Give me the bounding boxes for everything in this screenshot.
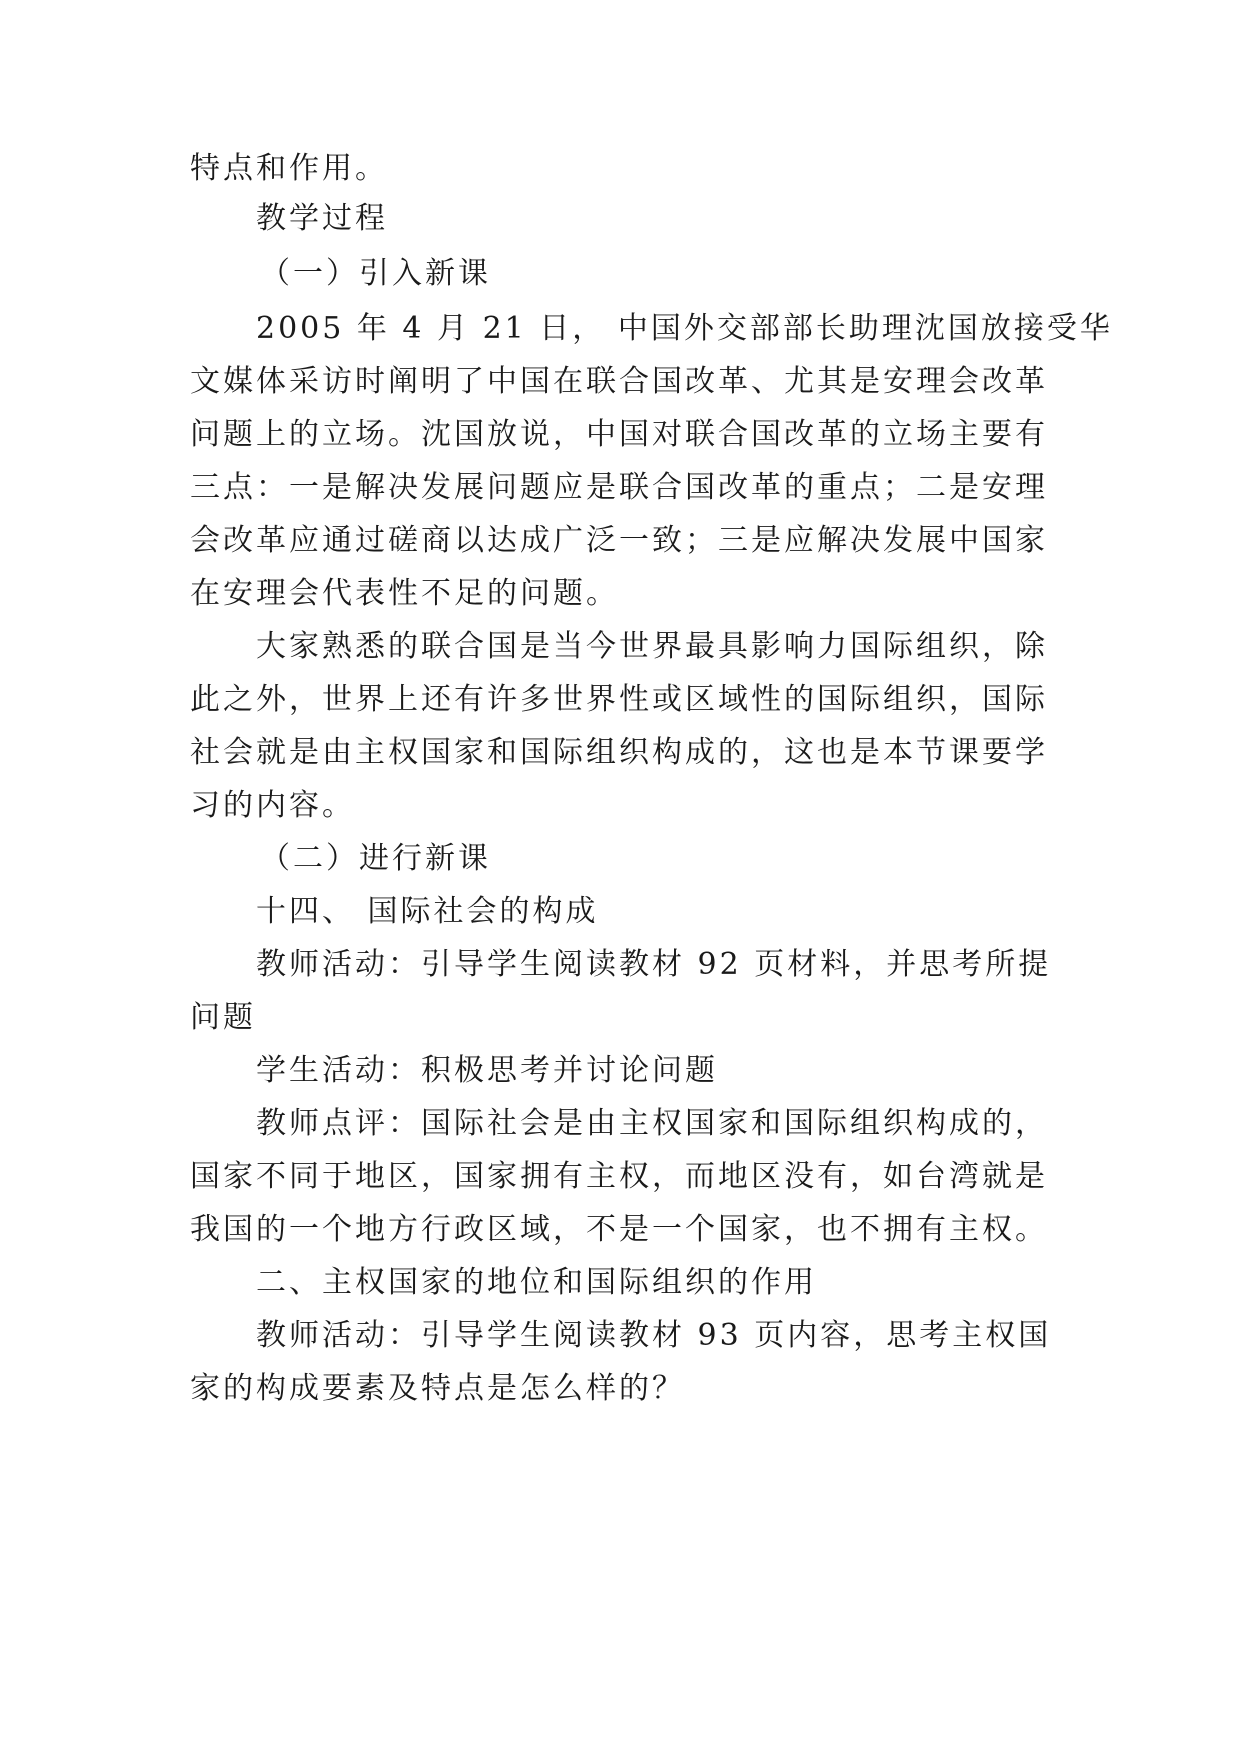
paragraph-line: 我国的一个地方行政区域，不是一个国家，也不拥有主权。	[190, 1212, 1048, 1247]
paragraph-line: 问题上的立场。沈国放说，中国对联合国改革的立场主要有	[190, 417, 1048, 452]
text-line: 特点和作用。	[190, 151, 388, 186]
paragraph-line: 文媒体采访时阐明了中国在联合国改革、尤其是安理会改革	[190, 364, 1048, 399]
paragraph-line: 三点：一是解决发展问题应是联合国改革的重点；二是安理	[190, 470, 1048, 505]
subsection-heading: （一）引入新课	[260, 256, 491, 291]
paragraph-line: 社会就是由主权国家和国际组织构成的，这也是本节课要学	[190, 735, 1048, 770]
paragraph-line: 习的内容。	[190, 788, 355, 823]
section-heading: 二、主权国家的地位和国际组织的作用	[256, 1265, 817, 1300]
section-heading: 十四、 国际社会的构成	[256, 894, 599, 929]
paragraph-line: 家的构成要素及特点是怎么样的？	[190, 1371, 685, 1406]
paragraph-line: 教师活动：引导学生阅读教材 93 页内容，思考主权国	[256, 1318, 1052, 1353]
paragraph-line: 2005 年 4 月 21 日， 中国外交部部长助理沈国放接受华	[256, 311, 1113, 346]
paragraph-line: 大家熟悉的联合国是当今世界最具影响力国际组织，除	[256, 629, 1048, 664]
paragraph-line: 此之外，世界上还有许多世界性或区域性的国际组织，国际	[190, 682, 1048, 717]
paragraph-line: 学生活动：积极思考并讨论问题	[256, 1053, 718, 1088]
paragraph-line: 教师活动：引导学生阅读教材 92 页材料，并思考所提	[256, 947, 1052, 982]
paragraph-line: 会改革应通过磋商以达成广泛一致；三是应解决发展中国家	[190, 523, 1048, 558]
subsection-heading: （二）进行新课	[260, 841, 491, 876]
section-heading: 教学过程	[256, 201, 388, 236]
paragraph-line: 问题	[190, 1000, 256, 1035]
paragraph-line: 国家不同于地区，国家拥有主权，而地区没有，如台湾就是	[190, 1159, 1048, 1194]
paragraph-line: 在安理会代表性不足的问题。	[190, 576, 619, 611]
paragraph-line: 教师点评：国际社会是由主权国家和国际组织构成的，	[256, 1106, 1048, 1141]
